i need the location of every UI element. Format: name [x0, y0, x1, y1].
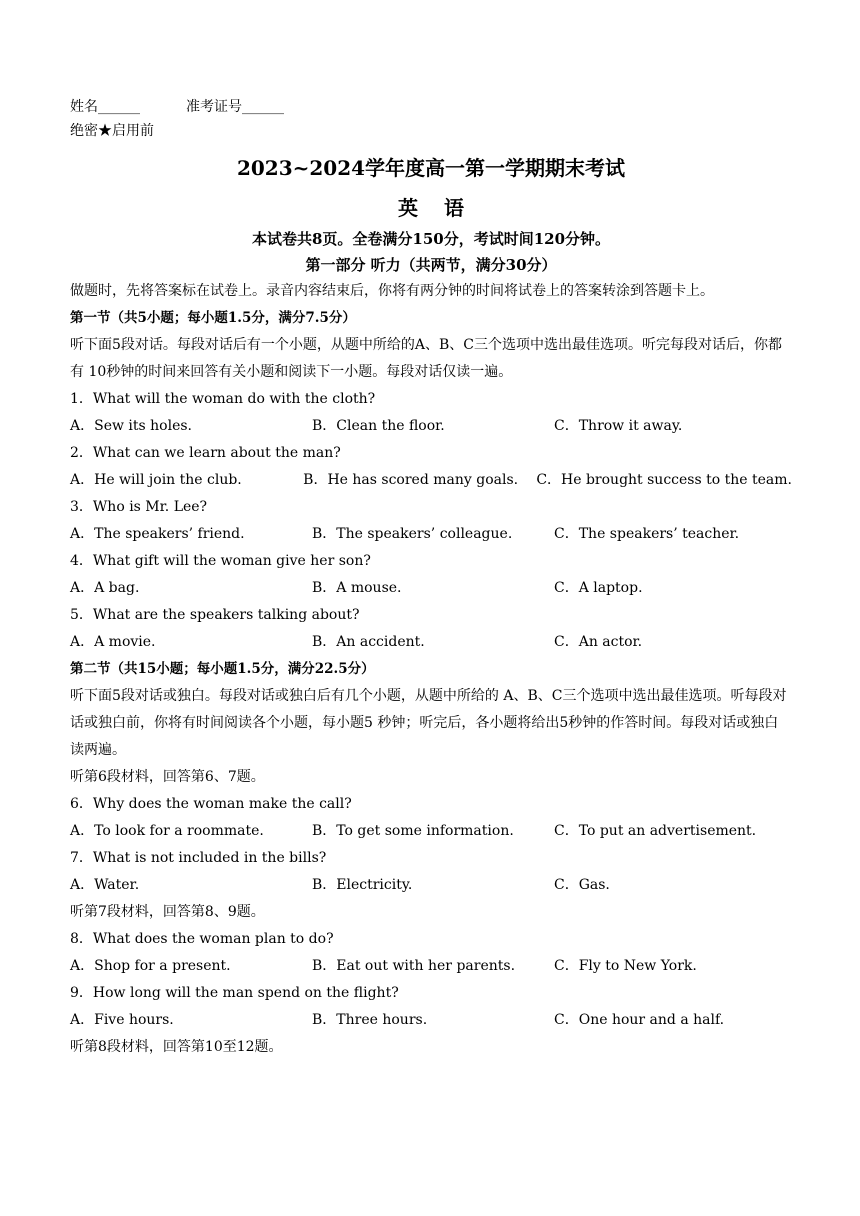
section2-instruction: 听下面5段对话或独白。每段对话或独白后有几个小题，从题中所给的 A、B、C三个选项中选出最佳选项。听每段对话或独白前，你将有时间阅读各个小题，每小题5 秒钟；听完后，各小题将给出5秒钟的作答时间。每段对话或独白读两遍。 [70, 688, 787, 758]
question-2: 2．What can we learn about the man? [70, 445, 341, 461]
option-c: C．An actor. [554, 634, 643, 650]
name-field-label: 姓名______ [70, 99, 140, 115]
question-1: 1．What will the woman do with the cloth? [70, 391, 376, 407]
question-9-options [70, 1007, 792, 1034]
option-b: B．The speakers’ colleague. [312, 526, 513, 542]
material-8-note: 听第8段材料，回答第10至12题。 [70, 1039, 283, 1055]
part1-instruction: 做题时，先将答案标在试卷上。录音内容结束后，你将有两分钟的时间将试卷上的答案转涂到答题卡上。 [70, 283, 714, 299]
question-5: 5．What are the speakers talking about? [70, 607, 360, 623]
exam-id-field-label: 准考证号______ [186, 99, 284, 115]
option-b: B．To get some information. [312, 823, 514, 839]
question-4-options [70, 575, 792, 602]
question-9: 9．How long will the man spend on the flight? [70, 985, 399, 1001]
part1-title: 第一部分 听力（共两节，满分30分） [305, 256, 557, 274]
option-c: C．A laptop. [554, 580, 643, 596]
question-1-options [70, 413, 792, 440]
exam-summary: 本试卷共8页。全卷满分150分，考试时间120分钟。 [251, 230, 611, 248]
question-3: 3．Who is Mr. Lee? [70, 499, 208, 515]
option-b: B．An accident. [312, 634, 425, 650]
option-a: A．A movie. [70, 634, 156, 650]
option-c: C．The speakers’ teacher. [554, 526, 740, 542]
option-c: C．Throw it away. [554, 418, 683, 434]
question-4: 4．What gift will the woman give her son? [70, 553, 371, 569]
section1-title: 第一节（共5小题；每小题1.5分，满分7.5分） [70, 310, 356, 326]
material-6-note: 听第6段材料，回答第6、7题。 [70, 769, 265, 785]
option-a: A．The speakers’ friend. [70, 526, 245, 542]
option-b: B．Clean the floor. [312, 418, 445, 434]
option-a: A．A bag. [70, 580, 140, 596]
option-a: A．Shop for a present. [70, 958, 231, 974]
option-b: B．He has scored many goals. [303, 472, 519, 488]
question-3-options [70, 521, 792, 548]
question-7: 7．What is not included in the bills? [70, 850, 327, 866]
option-a: A．Five hours. [70, 1012, 174, 1028]
option-c: C．Fly to New York. [554, 958, 697, 974]
question-6: 6．Why does the woman make the call? [70, 796, 352, 812]
exam-page [70, 94, 792, 1061]
section1-instruction: 听下面5段对话。每段对话后有一个小题，从题中所给的A、B、C三个选项中选出最佳选项。听完每段对话后，你都有 10秒钟的时间来回答有关小题和阅读下一小题。每段对话仅读一遍。 [70, 337, 783, 380]
question-2-options [70, 467, 792, 494]
subject-title: 英语 [398, 196, 490, 220]
option-c: C．He brought success to the team. [536, 472, 792, 488]
option-c: C．One hour and a half. [554, 1012, 725, 1028]
question-7-options [70, 872, 792, 899]
exam-title: 2023~2024学年度高一第一学期期末考试 [236, 156, 626, 180]
secret-label: 绝密★启用前 [70, 123, 154, 139]
option-b: B．Electricity. [312, 877, 413, 893]
question-5-options [70, 629, 792, 656]
question-8: 8．What does the woman plan to do? [70, 931, 334, 947]
header-fields [70, 94, 792, 118]
material-7-note: 听第7段材料，回答第8、9题。 [70, 904, 265, 920]
section2-title: 第二节（共15小题；每小题1.5分，满分22.5分） [70, 661, 375, 677]
option-b: B．A mouse. [312, 580, 402, 596]
option-b: B．Eat out with her parents. [312, 958, 516, 974]
option-c: C．Gas. [554, 877, 610, 893]
option-a: A．He will join the club. [70, 472, 242, 488]
option-a: A．Water. [70, 877, 140, 893]
option-a: A．To look for a roommate. [70, 823, 264, 839]
question-8-options [70, 953, 792, 980]
option-a: A．Sew its holes. [70, 418, 193, 434]
option-c: C．To put an advertisement. [554, 823, 757, 839]
option-b: B．Three hours. [312, 1012, 428, 1028]
question-6-options [70, 818, 792, 845]
